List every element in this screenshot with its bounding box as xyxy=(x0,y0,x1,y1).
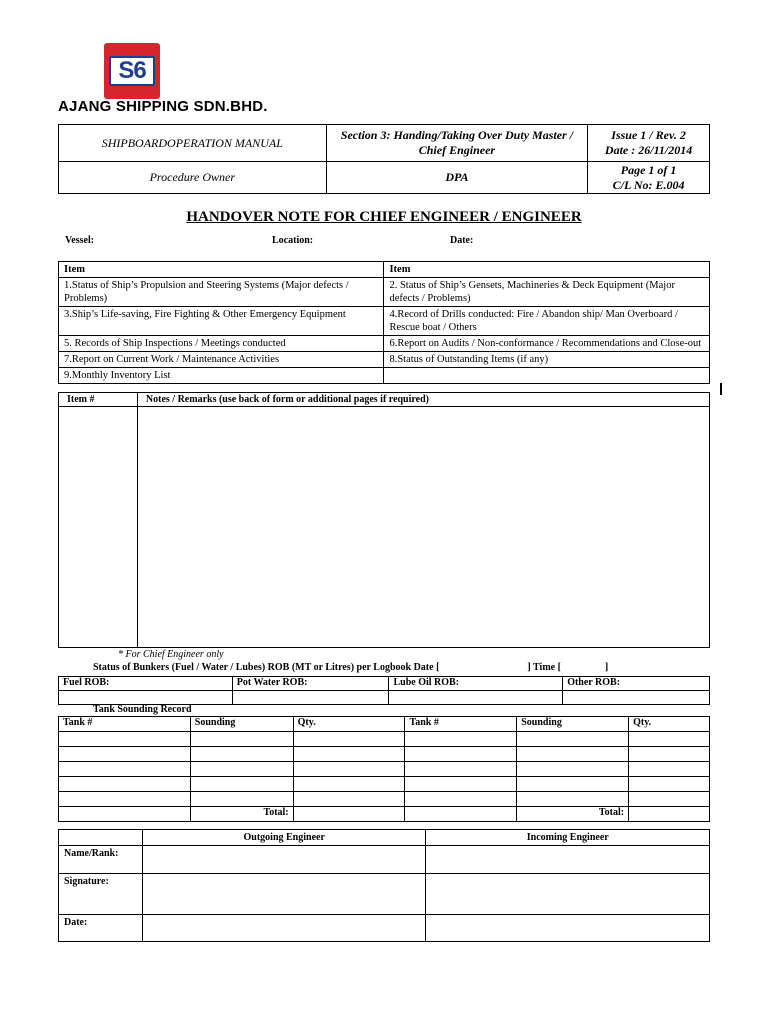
notes-remarks-header: Notes / Remarks (use back of form or additional pages if required) xyxy=(137,393,709,407)
incoming-date-field[interactable] xyxy=(426,915,710,942)
tank-cell[interactable] xyxy=(405,777,517,792)
issue-cell xyxy=(588,125,710,162)
tank-cell[interactable] xyxy=(517,762,629,777)
outgoing-name-field[interactable] xyxy=(142,846,426,874)
tank-cell[interactable] xyxy=(59,747,191,762)
tank-cell[interactable] xyxy=(59,792,191,807)
tank-cell[interactable] xyxy=(405,762,517,777)
tank-cell[interactable] xyxy=(629,792,710,807)
table-row xyxy=(59,732,710,747)
name-rank-label: Name/Rank: xyxy=(59,846,143,874)
outgoing-signature-field[interactable] xyxy=(142,874,426,915)
tank-cell[interactable] xyxy=(405,747,517,762)
outgoing-engineer-header: Outgoing Engineer xyxy=(142,830,426,846)
tank-cell[interactable] xyxy=(190,762,293,777)
total-label-left: Total: xyxy=(190,807,293,822)
other-rob-label: Other ROB: xyxy=(563,677,710,691)
margin-mark xyxy=(720,383,722,395)
lube-oil-rob-label: Lube Oil ROB: xyxy=(389,677,563,691)
tank-cell[interactable] xyxy=(190,792,293,807)
tank-cell[interactable] xyxy=(293,777,405,792)
total-value-right[interactable] xyxy=(629,807,710,822)
item-cell xyxy=(384,368,710,384)
signature-table xyxy=(58,829,710,942)
tank-total-spacer xyxy=(405,807,517,822)
tank-cell[interactable] xyxy=(59,732,191,747)
page-cell xyxy=(588,162,710,194)
issue-date: Date : 26/11/2014 xyxy=(604,143,693,157)
outgoing-date-field[interactable] xyxy=(142,915,426,942)
page-number: Page 1 of 1 xyxy=(620,162,677,177)
signature-label: Signature: xyxy=(59,874,143,915)
incoming-engineer-header: Incoming Engineer xyxy=(426,830,710,846)
tank-cell[interactable] xyxy=(293,762,405,777)
section-line-2: Chief Engineer xyxy=(418,143,496,157)
procedure-owner-label: Procedure Owner xyxy=(59,162,327,194)
pot-water-rob-label: Pot Water ROB: xyxy=(232,677,389,691)
tank-cell[interactable] xyxy=(629,777,710,792)
other-rob-value[interactable] xyxy=(563,691,710,705)
tank-cell[interactable] xyxy=(293,792,405,807)
tank-cell[interactable] xyxy=(517,792,629,807)
logo-mark: S6 xyxy=(109,56,155,86)
items-header-left: Item xyxy=(59,262,384,278)
notes-remarks-area[interactable] xyxy=(137,407,709,648)
notes-item-header: Item # xyxy=(59,393,138,407)
item-cell: 8.Status of Outstanding Items (if any) xyxy=(384,352,710,368)
tank-cell[interactable] xyxy=(293,732,405,747)
item-cell: 6.Report on Audits / Non-conformance / Recommendations and Close-out xyxy=(384,336,710,352)
qty-header: Qty. xyxy=(629,717,710,732)
fuel-rob-label: Fuel ROB: xyxy=(59,677,233,691)
tank-cell[interactable] xyxy=(190,732,293,747)
company-logo xyxy=(104,43,160,99)
document-header-table xyxy=(58,124,710,194)
tank-cell[interactable] xyxy=(293,747,405,762)
bunker-status-line xyxy=(93,662,608,673)
item-cell: 5. Records of Ship Inspections / Meetings conducted xyxy=(59,336,384,352)
incoming-name-field[interactable] xyxy=(426,846,710,874)
tank-cell[interactable] xyxy=(405,732,517,747)
procedure-owner-value: DPA xyxy=(326,162,588,194)
item-cell: 9.Monthly Inventory List xyxy=(59,368,384,384)
lube-oil-rob-value[interactable] xyxy=(389,691,563,705)
notes-item-area[interactable] xyxy=(59,407,138,648)
tank-cell[interactable] xyxy=(629,732,710,747)
bunker-status-label: Status of Bunkers (Fuel / Water / Lubes) ROB (MT or Litres) per Logbook Date [ xyxy=(93,662,440,673)
table-row xyxy=(59,762,710,777)
vessel-label: Vessel: xyxy=(65,235,95,246)
items-table xyxy=(58,261,710,384)
incoming-signature-field[interactable] xyxy=(426,874,710,915)
items-header-right: Item xyxy=(384,262,710,278)
tank-sounding-title: Tank Sounding Record xyxy=(93,704,192,715)
manual-title: SHIPBOARDOPERATION MANUAL xyxy=(59,125,327,162)
tank-cell[interactable] xyxy=(629,762,710,777)
cl-number: C/L No: E.004 xyxy=(612,177,685,192)
bunker-time-label: ] Time [ xyxy=(527,662,561,673)
issue-number: Issue 1 / Rev. 2 xyxy=(611,128,686,142)
form-title: HANDOVER NOTE FOR CHIEF ENGINEER / ENGINEER xyxy=(186,209,582,225)
tank-cell[interactable] xyxy=(190,777,293,792)
section-line-1: Section 3: Handing/Taking Over Duty Master / xyxy=(340,128,574,142)
tank-sounding-table xyxy=(58,716,710,822)
item-cell: 1.Status of Ship’s Propulsion and Steering Systems (Major defects / Problems) xyxy=(59,278,384,307)
rob-table xyxy=(58,676,710,705)
location-label: Location: xyxy=(272,235,314,246)
date-label: Date: xyxy=(450,235,474,246)
section-title xyxy=(326,125,588,162)
tank-cell[interactable] xyxy=(59,777,191,792)
tank-cell[interactable] xyxy=(517,777,629,792)
tank-cell[interactable] xyxy=(517,732,629,747)
item-cell: 4.Record of Drills conducted: Fire / Abandon ship/ Man Overboard / Rescue boat / Others xyxy=(384,307,710,336)
tank-cell[interactable] xyxy=(190,747,293,762)
signature-corner xyxy=(59,830,143,846)
tank-cell[interactable] xyxy=(517,747,629,762)
total-label-right: Total: xyxy=(517,807,629,822)
table-row xyxy=(59,792,710,807)
sounding-header: Sounding xyxy=(517,717,629,732)
date-sign-label: Date: xyxy=(59,915,143,942)
company-name: AJANG SHIPPING SDN.BHD. xyxy=(58,98,268,115)
tank-number-header: Tank # xyxy=(405,717,517,732)
item-cell: 3.Ship’s Life-saving, Fire Fighting & Other Emergency Equipment xyxy=(59,307,384,336)
bunker-time-close: ] xyxy=(604,662,609,673)
chief-engineer-only-note: * For Chief Engineer only xyxy=(118,649,224,660)
table-row xyxy=(59,747,710,762)
tank-cell[interactable] xyxy=(59,762,191,777)
table-row xyxy=(59,777,710,792)
item-cell: 7.Report on Current Work / Maintenance Activities xyxy=(59,352,384,368)
pot-water-rob-value[interactable] xyxy=(232,691,389,705)
tank-number-header: Tank # xyxy=(59,717,191,732)
tank-cell[interactable] xyxy=(405,792,517,807)
tank-cell[interactable] xyxy=(629,747,710,762)
item-cell: 2. Status of Ship’s Gensets, Machineries & Deck Equipment (Major defects / Problems) xyxy=(384,278,710,307)
tank-total-spacer xyxy=(59,807,191,822)
fuel-rob-value[interactable] xyxy=(59,691,233,705)
total-value-left[interactable] xyxy=(293,807,405,822)
notes-table xyxy=(58,392,710,648)
qty-header: Qty. xyxy=(293,717,405,732)
sounding-header: Sounding xyxy=(190,717,293,732)
